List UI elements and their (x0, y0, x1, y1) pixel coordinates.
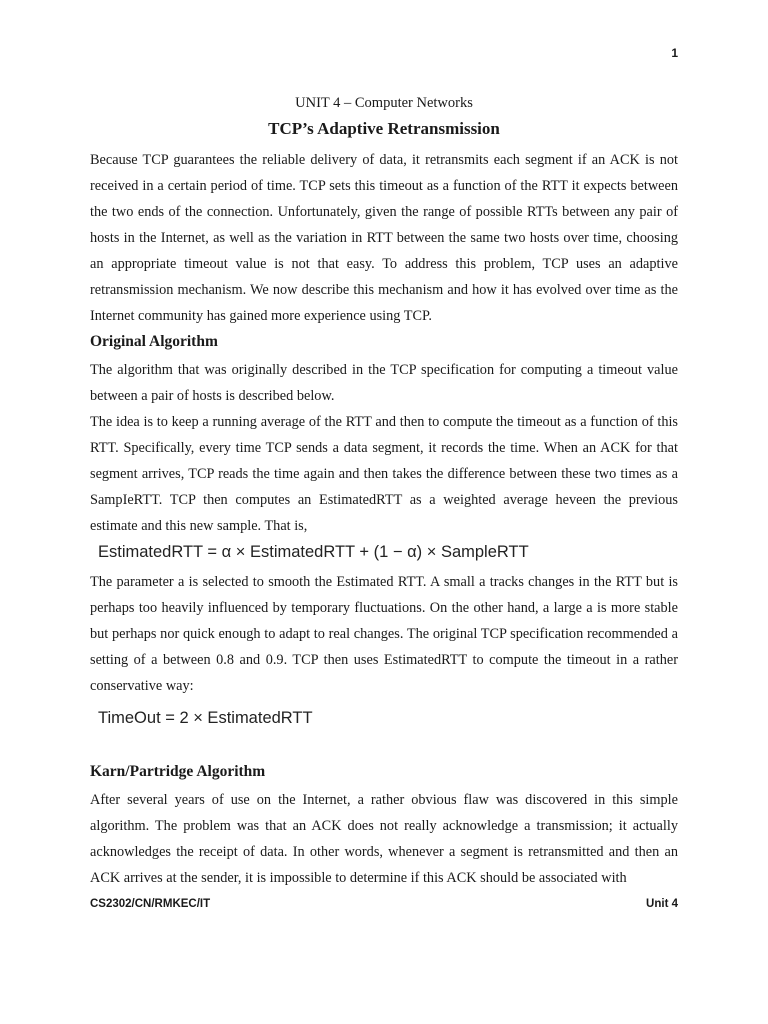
footer-course-code: CS2302/CN/RMKEC/IT (90, 898, 211, 910)
intro-paragraph: Because TCP guarantees the reliable delivery of data, it retransmits each segment if an ACK is not received in a certain period of time. TCP sets this timeout as a function of the RTT it expects between the two ends of the connection. Unfortunately, given the range of possible RTTs between any pair of hosts in the Internet, as well as the variation in RTT between the same two hosts over time, choosing an appropriate timeout value is not that easy. To address this problem, TCP uses an adaptive retransmission mechanism. We now describe this mechanism and how it has evolved over time as the Internet community has gained more experience using TCP. (90, 152, 678, 324)
original-paragraph-2: The idea is to keep a running average of the RTT and then to compute the timeout as a function of this RTT. Specifically, every time TCP sends a data segment, it records the time. When an ACK for that segment arrives, TCP reads the time again and then takes the difference between these two times as a SampIeRTT. TCP then computes an EstimatedRTT as a weighted average heveen the previous estimate and this new sample. That is, (90, 414, 678, 534)
section-heading-karn-partridge: Karn/Partridge Algorithm (90, 763, 266, 780)
section-heading-original-algorithm: Original Algorithm (90, 333, 218, 350)
timeout-formula: TimeOut = 2 × EstimatedRTT (98, 709, 313, 727)
estimated-rtt-formula: EstimatedRTT = α × EstimatedRTT + (1 − α) × SampleRTT (98, 543, 529, 561)
original-paragraph-1: The algorithm that was originally described in the TCP specification for computing a timeout value between a pair of hosts is described below. (90, 362, 678, 404)
footer-unit: Unit 4 (646, 898, 678, 910)
karn-paragraph-1: After several years of use on the Internet, a rather obvious flaw was discovered in this simple algorithm. The problem was that an ACK does not really acknowledge a transmission; it actually acknowledges the receipt of data. In other words, whenever a segment is retransmitted and then an ACK arrives at the sender, it is impossible to determine if this ACK should be associated with (90, 792, 678, 886)
page-number: 1 (671, 46, 678, 60)
original-paragraph-3: The parameter a is selected to smooth the Estimated RTT. A small a tracks changes in the RTT but is perhaps too heavily influenced by temporary fluctuations. On the other hand, a large a is more stable but perhaps nor quick enough to adapt to real changes. The original TCP specification recommended a setting of a between 0.8 and 0.9. TCP then uses EstimatedRTT to compute the timeout in a rather conservative way: (90, 574, 678, 694)
page-title: TCP’s Adaptive Retransmission (268, 119, 500, 138)
unit-line: UNIT 4 – Computer Networks (295, 95, 473, 111)
